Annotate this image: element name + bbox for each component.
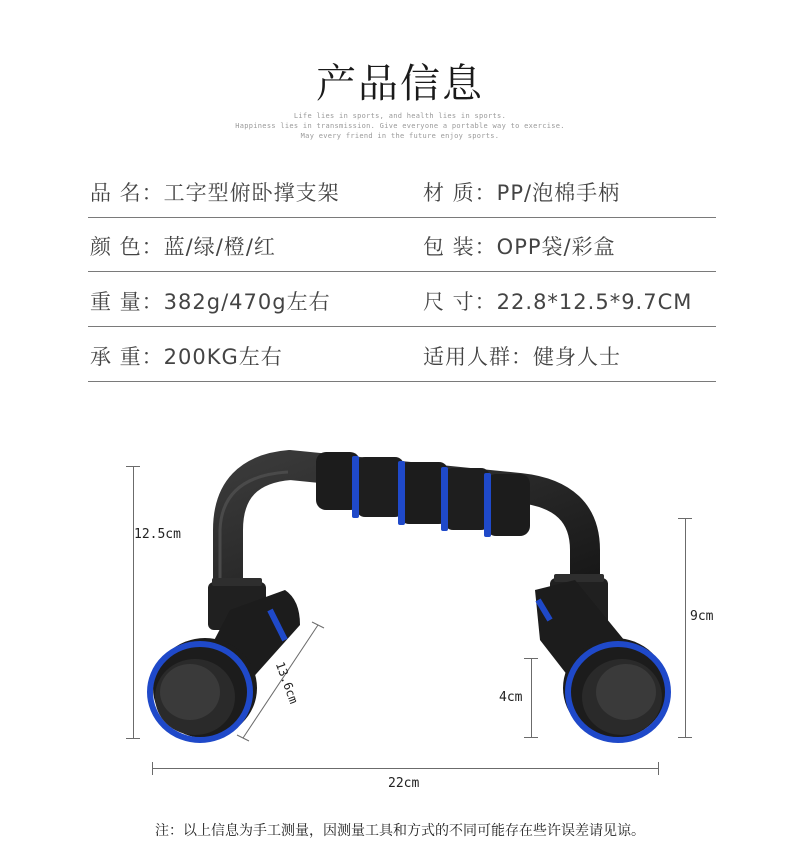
measurement-note: 注：以上信息为手工测量，因测量工具和方式的不同可能存在些许误差请见谅。 [155, 823, 645, 839]
spec-packaging: 包 装：OPP袋/彩盒 [423, 235, 616, 259]
dim-tick [678, 737, 692, 738]
length-line [152, 768, 659, 769]
dim-tick [524, 737, 538, 738]
dim-tick [126, 466, 140, 467]
tagline-line-3: May every friend in the future enjoy sports. [300, 132, 500, 140]
spec-size: 尺 寸：22.8*12.5*9.7CM [423, 290, 693, 314]
grip-handle [316, 452, 530, 537]
spec-product-name: 品 名：工字型俯卧撑支架 [90, 181, 340, 205]
spec-audience: 适用人群：健身人士 [423, 345, 621, 369]
foot-length-label: 13.6cm [272, 660, 301, 706]
dim-tick [152, 762, 153, 775]
dim-tick [678, 518, 692, 519]
height-total-label: 12.5cm [134, 527, 181, 542]
length-label: 22cm [388, 776, 420, 791]
tagline-line-1: Life lies in sports, and health lies in sports. [293, 112, 507, 120]
foot-height-line [531, 658, 532, 738]
dim-tick [126, 738, 140, 739]
height-side-line [685, 518, 686, 738]
spec-material: 材 质：PP/泡棉手柄 [423, 181, 621, 205]
dim-tick [524, 658, 538, 659]
spec-weight: 重 量：382g/470g左右 [90, 290, 331, 314]
height-side-label: 9cm [690, 609, 714, 624]
foot-height-label: 4cm [499, 690, 523, 705]
page-title: 产品信息 [316, 61, 484, 107]
height-total-line [133, 466, 134, 739]
dim-tick [658, 762, 659, 775]
tagline-line-2: Happiness lies in transmission. Give everyone a portable way to exercise. [235, 122, 565, 130]
spec-color: 颜 色：蓝/绿/橙/红 [90, 235, 276, 259]
spec-load: 承 重：200KG左右 [90, 345, 283, 369]
